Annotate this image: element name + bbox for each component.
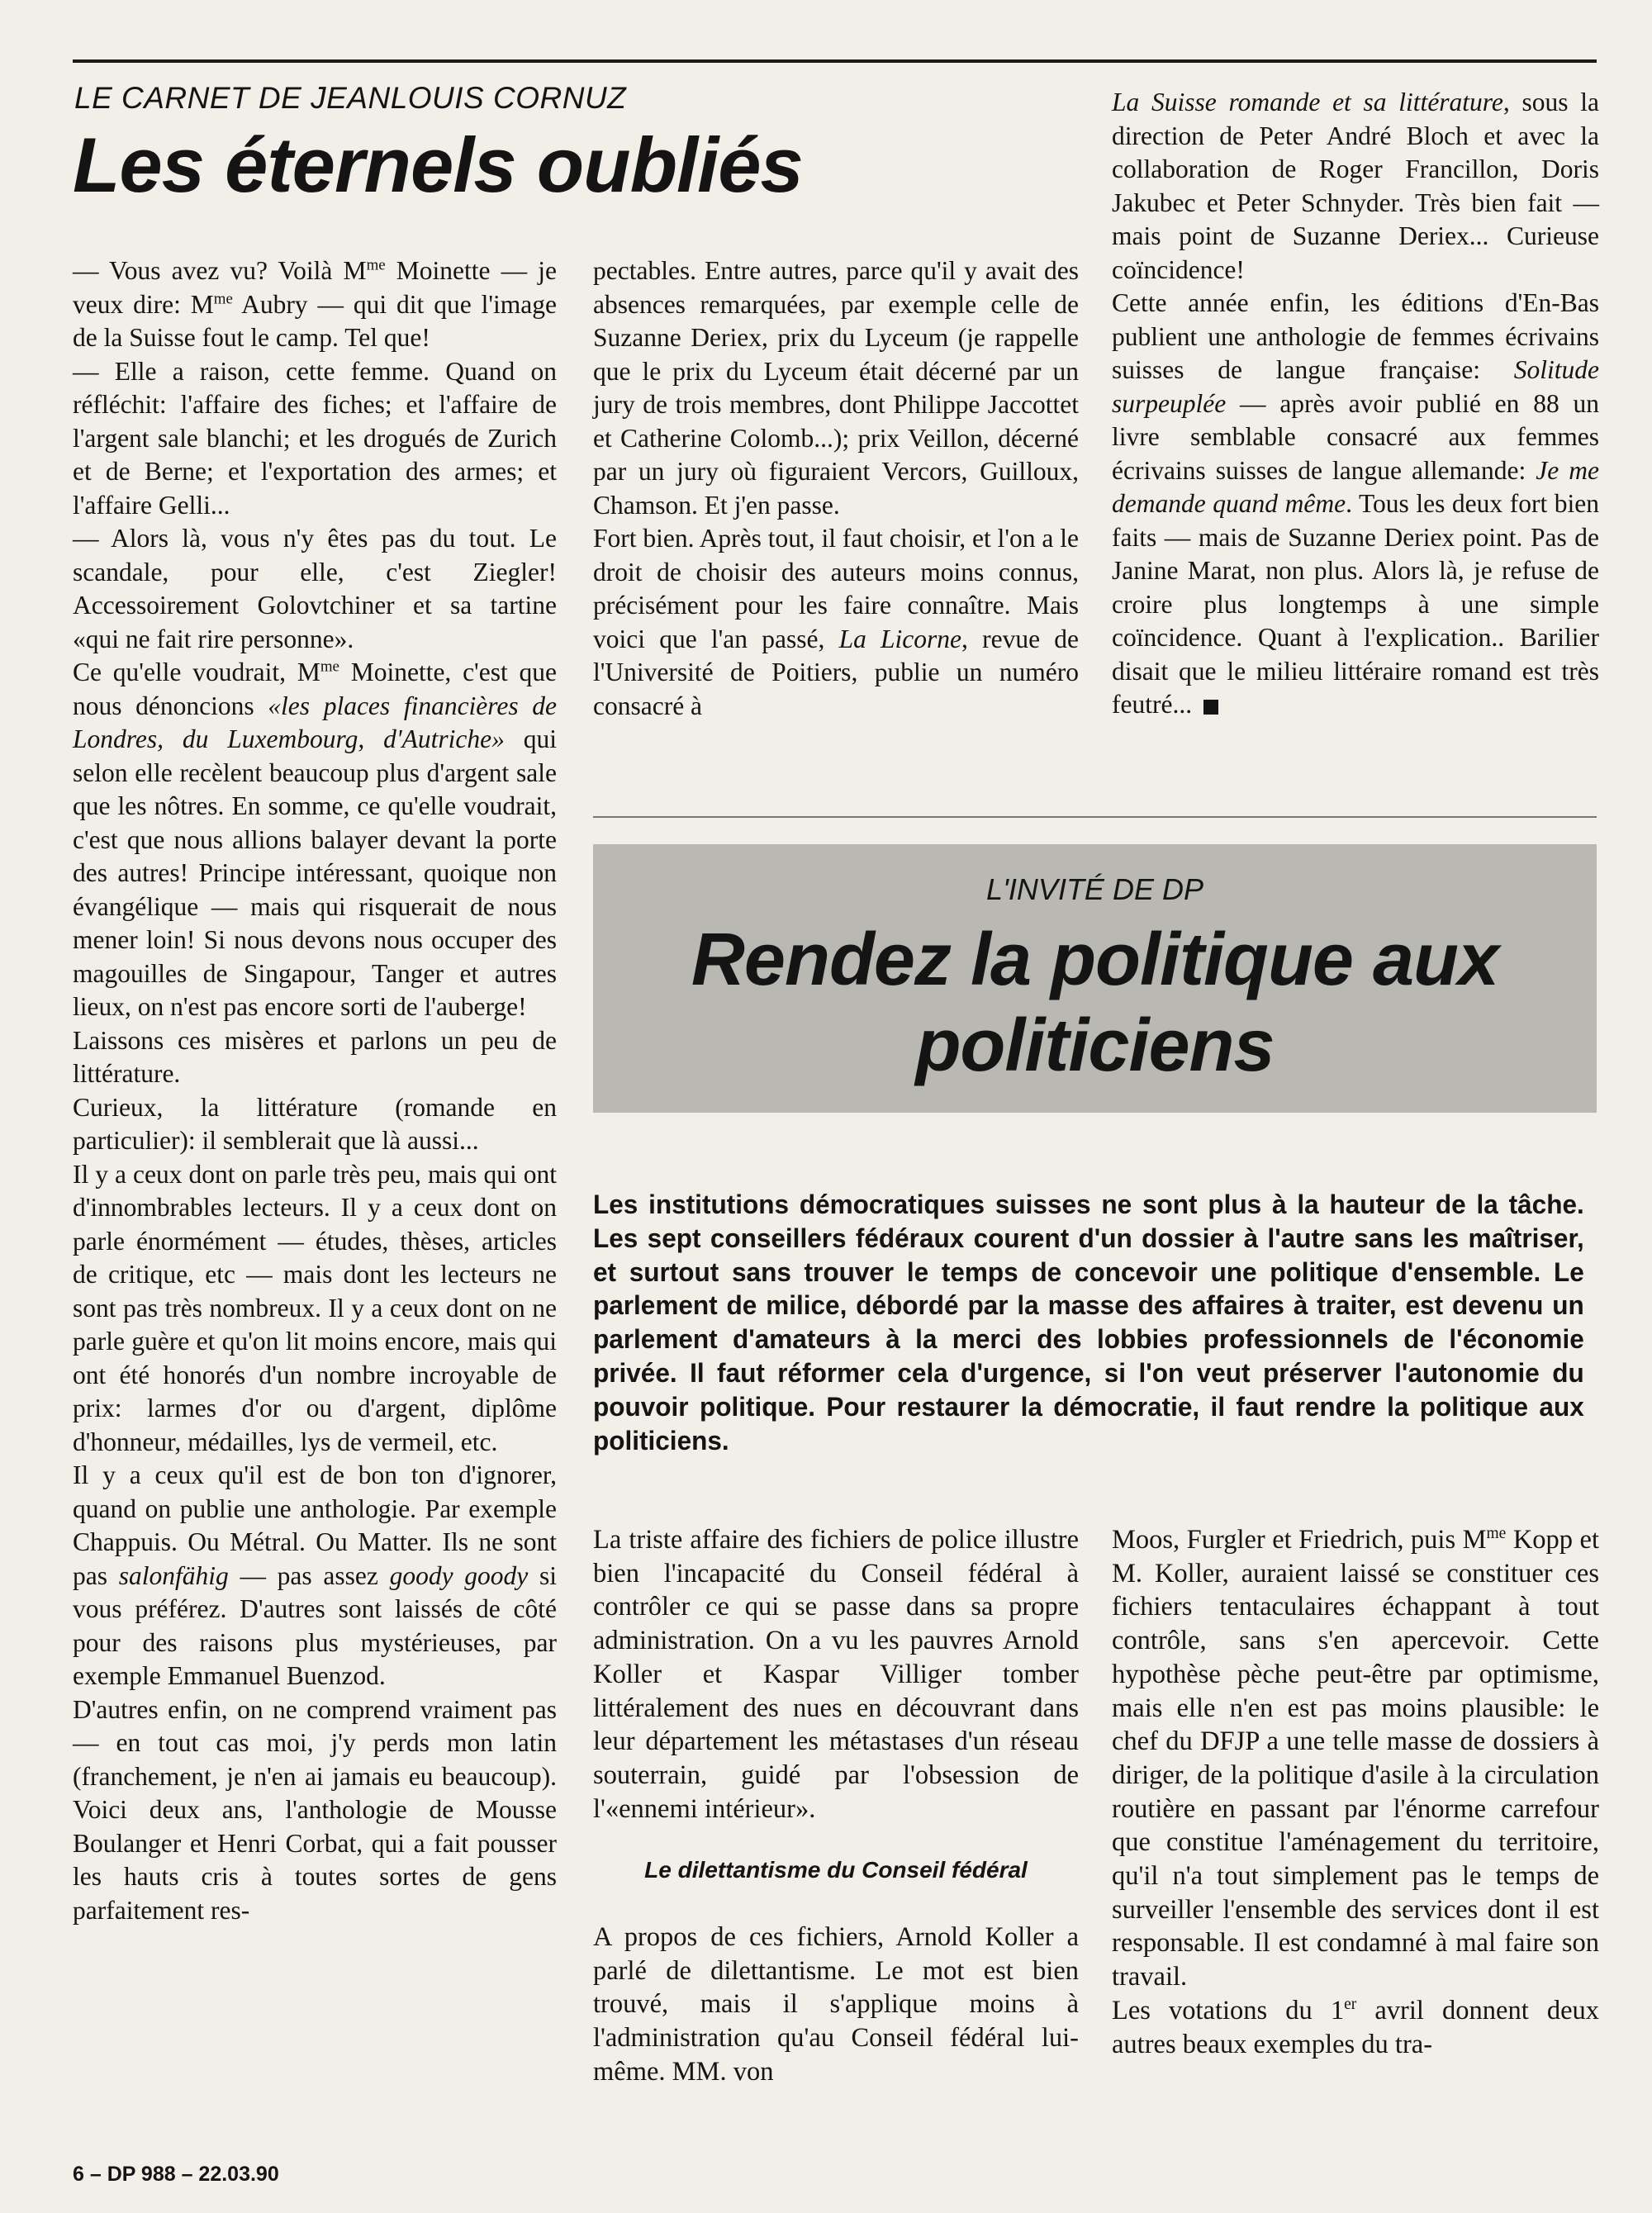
paragraph: Curieux, la littérature (romande en particulier): il semblerait que là aussi... bbox=[73, 1092, 557, 1155]
page-folio: 6 – DP 988 – 22.03.90 bbox=[73, 2163, 279, 2186]
article2-paragraph: A propos de ces fichiers, Arnold Koller a parlé de dilettantisme. Le mot est bien trouvé, mais il s'applique moins à l'administration qu'au Conseil fédéral lui-même. MM. von bbox=[593, 1922, 1079, 2087]
top-rule bbox=[73, 59, 1597, 63]
paragraph: — Vous avez vu? Voilà $M^{me}$ Moinette — je veux dire: $M^{me}$ Aubry — qui dit que l'image de la Suisse fout le camp. Tel que! bbox=[73, 256, 557, 352]
paragraph: Ce qu'elle voudrait, $M^{me}$ Moinette, c'est que nous dénoncions «les places financières de Londres, du Luxembourg, d'Autriche» qui selon elle recèlent beaucoup plus d'argent sale que les nôtres. En somme, ce qu'elle voudrait, c'est que nous allions balayer devant la porte des autres! Principe intéressant, quoique non évangélique — mais qui risquerait de nous mener loin! Si nous devons nous occuper des magouilles de Singapour, Tanger et autres lieux, on n'est pas encore sorti de l'auberge! bbox=[73, 658, 557, 1021]
article1-column-3 bbox=[1112, 86, 1599, 722]
guest-kicker: L'INVITÉ DE DP bbox=[986, 872, 1203, 906]
guest-title-line-1: Rendez la politique aux bbox=[691, 919, 1499, 1001]
guest-title-line-2: politiciens bbox=[915, 1004, 1275, 1087]
section-divider bbox=[593, 816, 1597, 818]
paragraph: — Alors là, vous n'y êtes pas du tout. Le scandale, pour elle, c'est Ziegler! Accessoirement Golovtchiner et sa tartine «qui ne fait rire personne». bbox=[73, 524, 557, 653]
paragraph: Il y a ceux dont on parle très peu, mais qui ont d'innombrables lecteurs. Il y a ceux dont on parle énormément — études, thèses, articles de critique, etc — mais dont les lecteurs ne sont pas très nombreux. Il y a ceux dont on ne parle guère et qu'on lit moins encore, mais qui ont été honorés d'un nombre incroyable de prix: larmes d'or ou d'argent, diplôme d'honneur, médailles, lys de vermeil, etc. bbox=[73, 1159, 557, 1456]
article2-column-1 bbox=[593, 1523, 1079, 2089]
article1-column-1 bbox=[73, 254, 557, 1927]
paragraph: D'autres enfin, on ne comprend vraiment pas — en tout cas moi, j'y perds mon latin (franchement, je n'en ai jamais eu beaucoup). Voici deux ans, l'anthologie de Mousse Boulanger et Henri Corbat, qui a fait pousser les hauts cris à toutes sortes de gens parfaitement res- bbox=[73, 1694, 557, 1925]
paragraph: La Suisse romande et sa littérature, sous la direction de Peter André Bloch et avec la collaboration de Roger Francillon, Doris Jakubec et Peter Schnyder. Très bien fait — mais point de Suzanne Deriex... Curieuse coïncidence! bbox=[1112, 88, 1600, 284]
guest-lead: Les institutions démocratiques suisses ne sont plus à la hauteur de la tâche. Les sept conseillers fédéraux courent d'un dossier à l'autre sans les maîtriser, et surtout sans trouver le temps de concevoir une politique d'ensemble. Le parlement de milice, débordé par la masse des affaires à traiter, est devenu un parlement d'amateurs à la merci des lobbies professionnels de l'économie privée. Il faut réformer cela d'urgence, si l'on veut préserver l'autonomie du pouvoir politique. Pour restaurer la démocratie, il faut rendre la politique aux politiciens. bbox=[593, 1190, 1584, 1456]
paragraph: Fort bien. Après tout, il faut choisir, et l'on a le droit de choisir des auteurs moins connus, précisément pour les faire connaître. Mais voici que l'an passé, La Licorne, revue de l'Université de Poitiers, publie un numéro consacré à bbox=[593, 524, 1080, 720]
guest-header-box bbox=[593, 844, 1597, 1113]
paragraph: Il y a ceux qu'il est de bon ton d'ignorer, quand on publie une anthologie. Par exemple Chappuis. Ou Métral. Ou Matter. Ils ne sont pas salonfähig — pas assez goody goody si vous préférez. D'autres sont laissés de côté pour des raisons plus mystérieuses, par exemple Emmanuel Buenzod. bbox=[73, 1460, 557, 1690]
article2-column-2 bbox=[1112, 1523, 1599, 2061]
article1-column-2 bbox=[593, 254, 1079, 723]
paragraph: pectables. Entre autres, parce qu'il y avait des absences remarquées, par exemple celle de Suzanne Deriex, prix du Lyceum (je rappelle que le prix du Lyceum était décerné par un jury de trois membres, dont Philippe Jaccottet et Catherine Colomb...); prix Veillon, décerné par un jury où figuraient Vercors, Guilloux, Chamson. Et j'en passe. bbox=[593, 256, 1079, 520]
article2-paragraph: Moos, Furgler et Friedrich, puis $M^{me}$ Kopp et M. Koller, auraient laissé se constituer ces fichiers tentaculaires échappant à tout contrôle, sans s'en apercevoir. Cette hypothèse pèche peut-être par optimisme, mais elle n'en est pas moins plausible: le chef du DFJP a une telle masse de dossiers à diriger, de la politique d'asile à la circulation routière en passant par l'énorme carrefour que constitue l'aménagement du territoire, qu'il n'a tout simplement pas le temps de surveiller l'ensemble des services dont il est responsable. Il est condamné à mal faire son travail. bbox=[1112, 1525, 1599, 1992]
article2-paragraph: Les votations du 1er avril donnent deux autres beaux exemples du tra- bbox=[1112, 1995, 1599, 2059]
paragraph: Laissons ces misères et parlons un peu de littérature. bbox=[73, 1025, 557, 1088]
article2-paragraph: La triste affaire des fichiers de police illustre bien l'incapacité du Conseil fédéral à contrôler ce qui se passe dans sa propre administration. On a vu les pauvres Arnold Koller et Kaspar Villiger tomber littéralement des nues en découvrant dans leur département les métastases d'un réseau souterrain, guidé par l'obsession de l'«ennemi intérieur». bbox=[593, 1525, 1079, 1824]
paragraph: Cette année enfin, les éditions d'En-Bas publient une anthologie de femmes écrivains suisses de langue française: Solitude surpeuplée — après avoir publié en 88 un livre semblable consacré aux femmes écrivains suisses de langue allemande: Je me demande quand même. Tous les deux fort bien faits — mais de Suzanne Deriex point. Pas de Janine Marat, non plus. Alors là, je refuse de croire plus longtemps à une simple coïncidence. Quant à l'explication.. Barilier disait que le milieu littéraire romand est très feutré... bbox=[1112, 288, 1600, 719]
guest-title bbox=[593, 917, 1597, 1089]
article-title: Les éternels oubliés bbox=[73, 121, 803, 208]
article2-subhead: Le dilettantisme du Conseil fédéral bbox=[644, 1857, 1028, 1883]
article-kicker: LE CARNET DE JEANLOUIS CORNUZ bbox=[74, 81, 627, 115]
paragraph: — Elle a raison, cette femme. Quand on réfléchit: l'affaire des fiches; et l'affaire de l'argent sale blanchi; et les drogués de Zurich et de Berne; et l'exportation des armes; et l'affaire Gelli... bbox=[73, 356, 557, 520]
